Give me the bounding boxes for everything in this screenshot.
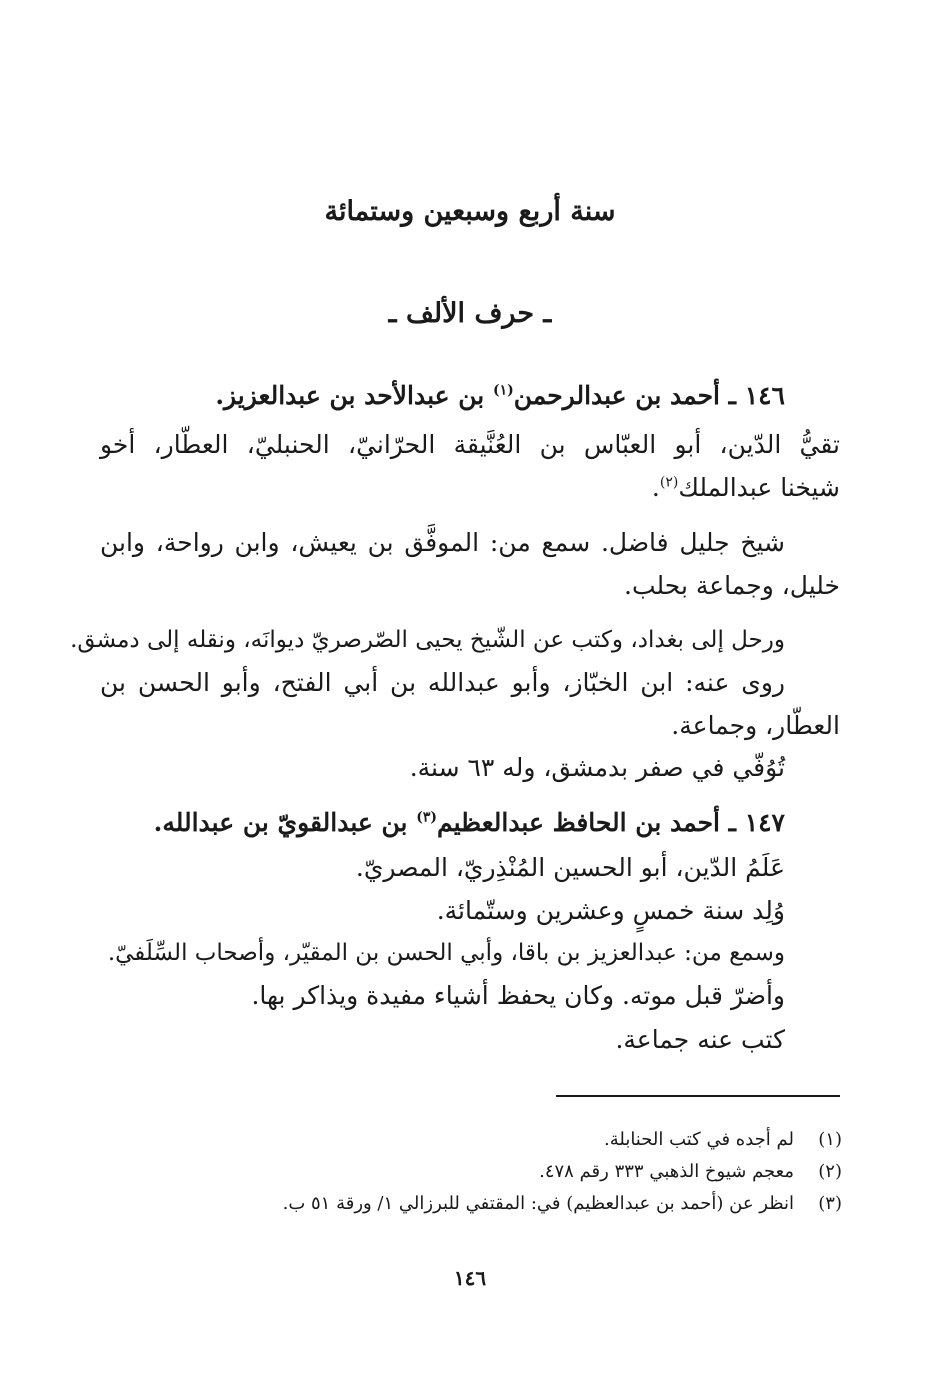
entry-146-line-5: ورحل إلى بغداد، وكتب عن الشّيخ يحيى الصّرصريّ ديوانَه، ونقله إلى دمشق.	[70, 627, 785, 653]
entry-147-lineage: بن عبدالقويّ بن عبدالله.	[153, 808, 417, 837]
entry-147-name: ١٤٧ ـ أحمد بن الحافظ عبدالعظيم	[437, 808, 785, 837]
footnote-3-text: انظر عن (أحمد بن عبدالعظيم) في: المقتفي للبرزالي ١/ ورقة ٥١ ب.	[282, 1193, 794, 1214]
footnote-3-number: (٣)	[818, 1193, 842, 1214]
entry-146-lineage: بن عبدالأحد بن عبدالعزيز.	[215, 381, 493, 410]
footnote-2-number: (٢)	[818, 1161, 842, 1182]
footnote-2	[539, 1159, 842, 1185]
entry-147-line-4: وأضرّ قبل موته. وكان يحفظ أشياء مفيدة ويذاكر بها.	[251, 981, 785, 1010]
entry-146-line-2	[652, 470, 840, 506]
entry-146-line-4: خليل، وجماعة بحلب.	[624, 571, 840, 600]
section-heading: ـ حرف الألف ـ	[388, 298, 552, 329]
entry-147-line-1: عَلَمُ الدّين، أبو الحسين المُنْذِريّ، المصريّ.	[355, 853, 785, 882]
footnote-2-text: معجم شيوخ الذهبي ٣٣٣ رقم ٤٧٨.	[539, 1161, 794, 1182]
entry-146-line-1: تقيُّ الدّين، أبو العبّاس بن العُنَّيقة الحرّانيّ، الحنبليّ، العطّار، أخو	[100, 430, 840, 459]
footnote-separator	[556, 1095, 840, 1097]
footnote-ref-2: (٢)	[659, 474, 679, 491]
entry-147-header	[154, 805, 785, 841]
entry-146-header	[215, 378, 785, 414]
entry-146-line-8: تُوُفّي في صفر بدمشق، وله ٦٣ سنة.	[409, 753, 785, 782]
footnote-1	[604, 1127, 842, 1153]
footnote-ref-1: (١)	[492, 382, 514, 399]
footnote-1-number: (١)	[818, 1129, 842, 1150]
footnote-ref-3: (٣)	[416, 809, 437, 826]
entry-146-line-6: روى عنه: ابن الخبّاز، وأبو عبدالله بن أبي الفتح، وأبو الحسن بن	[100, 668, 785, 697]
entry-147-line-5: كتب عنه جماعة.	[615, 1025, 785, 1054]
entry-146-line-7: العطّار، وجماعة.	[671, 711, 840, 740]
footnote-1-text: لم أجده في كتب الحنابلة.	[603, 1129, 794, 1150]
entry-147-line-2: وُلِد سنة خمسٍ وعشرين وستّمائة.	[436, 896, 785, 925]
entry-146-line-3: شيخ جليل فاضل. سمع من: الموفَّق بن يعيش، وابن رواحة، وابن	[100, 528, 785, 557]
entry-147-line-3: وسمع من: عبدالعزيز بن باقا، وأبي الحسن بن المقيّر، وأصحاب السِّلَفيّ.	[107, 940, 785, 966]
page-number: ١٤٦	[453, 1266, 487, 1290]
year-title: سنة أربع وسبعين وستمائة	[324, 196, 616, 227]
entry-146-name: ١٤٦ ـ أحمد بن عبدالرحمن	[513, 381, 785, 410]
entry-146-line-2-end: .	[651, 473, 660, 502]
entry-146-line-2-text: شيخنا عبدالملك	[678, 473, 840, 502]
footnote-3	[283, 1191, 842, 1217]
